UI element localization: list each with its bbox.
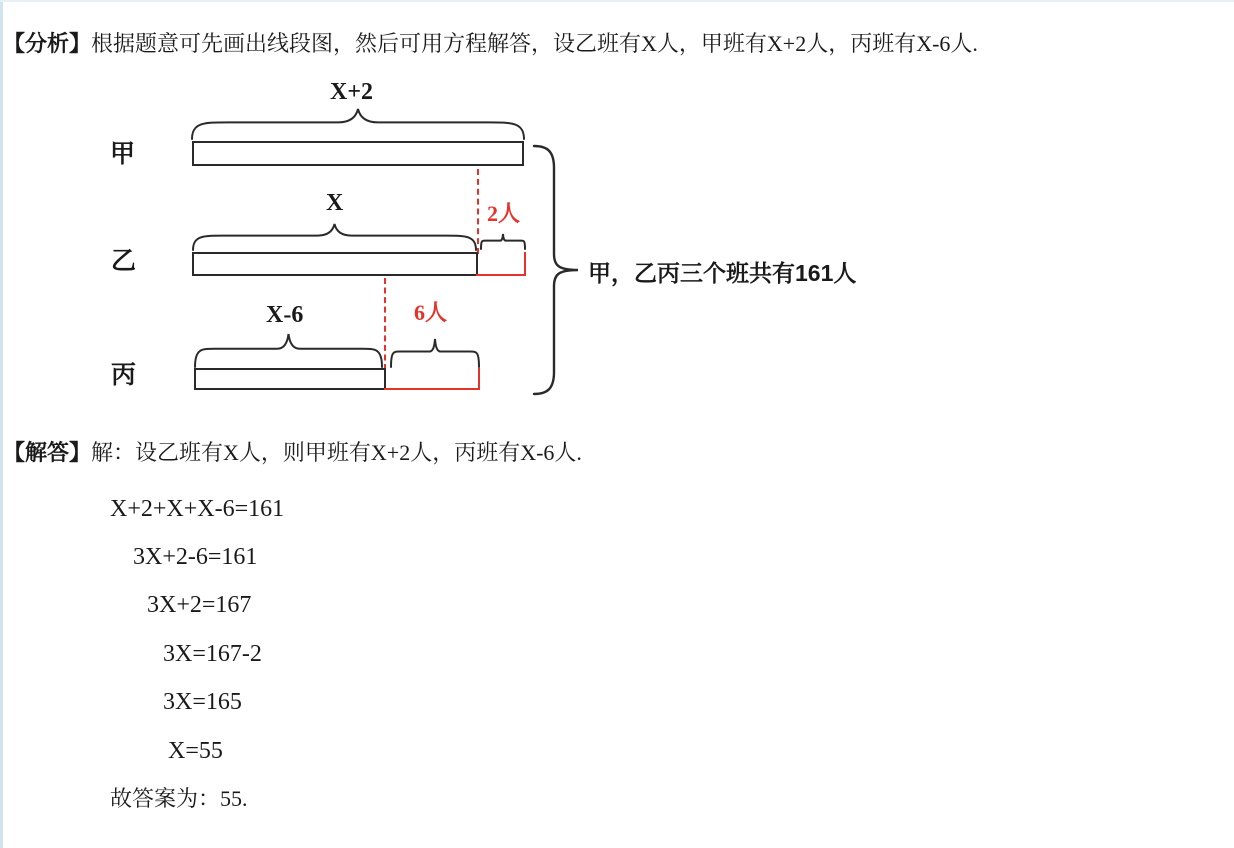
label-x-minus-6: X-6	[266, 302, 304, 328]
equation-step: X=55	[168, 738, 223, 764]
brace-6-ren	[390, 338, 480, 368]
row-label-bing: 丙	[111, 361, 137, 389]
brace-2-ren	[480, 233, 526, 250]
label-6-ren: 6人	[414, 300, 448, 325]
equation-step: X+2+X+X-6=161	[110, 496, 285, 522]
brace-jia	[191, 108, 525, 140]
equation-step: 3X=167-2	[163, 641, 262, 667]
dashed-line-x-6	[384, 278, 386, 370]
brace-x-minus-6	[194, 333, 383, 368]
total-brace	[532, 144, 580, 396]
analysis-text: 根据题意可先画出线段图，然后可用方程解答，设乙班有X人，甲班有X+2人，丙班有X-6人.	[91, 31, 978, 56]
bar-yi	[192, 252, 478, 276]
equation-step: 3X=165	[163, 689, 242, 715]
label-x-plus-2: X+2	[330, 79, 374, 105]
row-label-jia: 甲	[110, 140, 136, 168]
label-2-ren: 2人	[487, 201, 521, 226]
bar-bing-red-extension	[384, 368, 480, 390]
label-x: X	[326, 190, 344, 216]
analysis-line	[3, 29, 978, 59]
analysis-tag: 【分析】	[3, 31, 92, 56]
solution-line	[3, 438, 582, 468]
bar-bing	[194, 368, 386, 390]
row-label-yi: 乙	[111, 247, 137, 275]
bar-yi-red-extension	[476, 252, 526, 276]
equation-step: 3X+2=167	[147, 592, 252, 618]
page-left-border	[0, 2, 3, 848]
equation-step: 3X+2-6=161	[133, 544, 258, 570]
bar-jia	[192, 141, 524, 166]
solution-tag: 【解答】	[3, 440, 92, 465]
total-label: 甲，乙丙三个班共有161人	[588, 260, 857, 286]
solution-intro: 解：设乙班有X人，则甲班有X+2人，丙班有X-6人.	[91, 440, 582, 465]
conclusion-line: 故答案为：55.	[110, 786, 248, 811]
brace-yi	[192, 223, 477, 251]
dashed-line-x	[477, 169, 479, 254]
